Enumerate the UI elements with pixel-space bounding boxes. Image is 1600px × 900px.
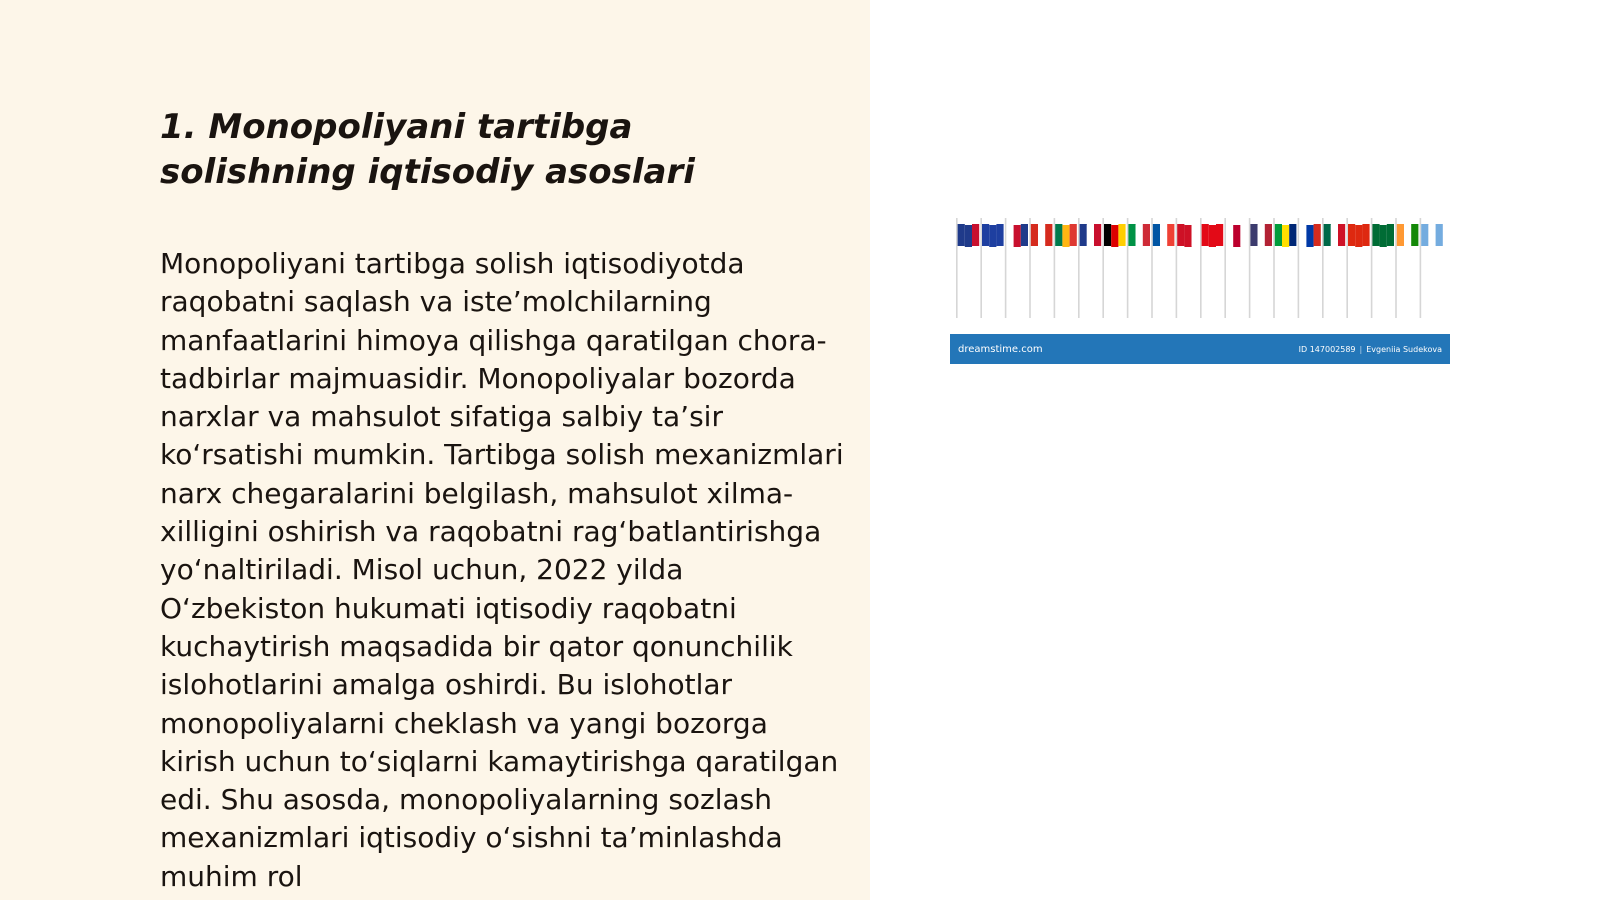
flag-band (1167, 224, 1174, 246)
flag-band (1021, 224, 1028, 246)
flag-band (1087, 225, 1094, 247)
flag-band (1143, 224, 1150, 246)
flag-band (1299, 224, 1306, 246)
flag-band (1014, 225, 1021, 247)
flag-band (1362, 224, 1369, 246)
image-credit (1299, 345, 1442, 354)
flag-band (1282, 225, 1289, 247)
flag-band (1070, 224, 1077, 246)
argentina-flag (1420, 218, 1443, 318)
australia-flag (956, 218, 979, 318)
uk-flag (1078, 218, 1101, 318)
flag-pole (1346, 218, 1348, 318)
flag-band (1306, 225, 1313, 247)
flag-band (1348, 224, 1355, 246)
brazil-flag (1273, 218, 1296, 318)
flag-band (1177, 224, 1184, 246)
usa-flag (1249, 218, 1272, 318)
flag-pole (1176, 218, 1178, 318)
south-africa-flag (1054, 218, 1077, 318)
flag-band (1428, 225, 1435, 247)
flag-pole (1102, 218, 1104, 318)
flag-band (1404, 225, 1411, 247)
flag-band (965, 225, 972, 247)
saudi-arabia-flag (1371, 218, 1394, 318)
flag-pole (1151, 218, 1153, 318)
indonesia-flag (1176, 218, 1199, 318)
flags-image (950, 212, 1450, 364)
flag-band (1380, 225, 1387, 247)
flag-pole (1029, 218, 1031, 318)
flag-band (1184, 225, 1191, 247)
mexico-flag (1322, 218, 1345, 318)
russia-flag (1298, 218, 1321, 318)
flag-band (1006, 224, 1013, 246)
flag-pole (1224, 218, 1226, 318)
flag-pole (1054, 218, 1056, 318)
flag-band (1372, 224, 1379, 246)
flag-pole (1249, 218, 1251, 318)
flag-band (996, 224, 1003, 246)
flag-pole (980, 218, 982, 318)
flag-pole (1322, 218, 1324, 318)
flag-band (1045, 224, 1052, 246)
flag-band (1153, 224, 1160, 246)
flag-band (1128, 224, 1135, 246)
flag-band (1094, 224, 1101, 246)
flag-pole (1200, 218, 1202, 318)
flag-pole (1127, 218, 1129, 318)
flag-band (1331, 225, 1338, 247)
turkey-flag (1200, 218, 1223, 318)
flag-band (1436, 224, 1443, 246)
flag-band (1062, 225, 1069, 247)
stock-site-name: dreamstime.com (958, 343, 1043, 355)
flag-band (1411, 224, 1418, 246)
italy-flag (1127, 218, 1150, 318)
flag-band (1209, 225, 1216, 247)
germany-flag (1102, 218, 1125, 318)
flag-band (1397, 224, 1404, 246)
flag-band (958, 224, 965, 246)
flag-pole (1395, 218, 1397, 318)
flag-band (1104, 224, 1111, 246)
flag-band (1275, 224, 1282, 246)
flag-band (1258, 225, 1265, 247)
image-id: ID 147002589 (1298, 344, 1356, 354)
japan-flag (1224, 218, 1247, 318)
flag-band (1250, 224, 1257, 246)
slide-heading: 1. Monopoliyani tartibga solishning iqtisodiy asoslari (160, 107, 695, 192)
flag-pole (1005, 218, 1007, 318)
flag-pole (1078, 218, 1080, 318)
flag-band (1118, 224, 1125, 246)
flag-band (1226, 224, 1233, 246)
flag-band (1031, 224, 1038, 246)
india-flag (1395, 218, 1418, 318)
flag-pole (1273, 218, 1275, 318)
flag-band (1240, 224, 1247, 246)
flag-band (1111, 225, 1118, 247)
flag-band (1314, 224, 1321, 246)
flag-pole (1298, 218, 1300, 318)
flag-pole (1371, 218, 1373, 318)
flag-band (1216, 224, 1223, 246)
image-author: Evgeniia Sudekova (1366, 344, 1442, 354)
france-flag (1151, 218, 1174, 318)
credit-separator: | (1359, 344, 1363, 354)
canada-flag (1029, 218, 1052, 318)
flag-pole (1420, 218, 1422, 318)
flag-band (1080, 224, 1087, 246)
flag-band (1202, 224, 1209, 246)
flag-band (1136, 225, 1143, 247)
image-caption-bar (950, 334, 1450, 364)
image-panel (870, 0, 1600, 900)
flag-band (1289, 224, 1296, 246)
flag-band (1192, 224, 1199, 246)
eu-flag (980, 218, 1003, 318)
flag-band (1055, 224, 1062, 246)
flag-band (1038, 225, 1045, 247)
flag-pole (956, 218, 958, 318)
flag-band (1338, 224, 1345, 246)
flag-band (982, 224, 989, 246)
flag-band (989, 225, 996, 247)
flag-band (1233, 225, 1240, 247)
flag-band (1324, 224, 1331, 246)
flag-strip (950, 212, 1450, 334)
flag-band (1387, 224, 1394, 246)
korea-flag (1005, 218, 1028, 318)
china-flag (1346, 218, 1369, 318)
flag-band (1265, 224, 1272, 246)
flag-band (1160, 225, 1167, 247)
flag-band (1355, 225, 1362, 247)
slide-body-text: Monopoliyani tartibga solish iqtisodiyotda raqobatni saqlash va iste’molchilarning manfaatlarini himoya qilishga qaratilgan chora-tadbirlar majmuasidir. Monopoliyalar bozorda narxlar va mahsulot sifatiga salbiy ta’sir ko‘rsatishi mumkin. Tartibga solish mexanizmlari narx chegaralarini belgilash, mahsulot xilma-xilligini oshirish va raqobatni rag‘batlantirishga yo‘naltiriladi. Misol uchun, 2022 yilda O‘zbekiston hukumati iqtisodiy raqobatni kuchaytirish maqsadida bir qator qonunchilik islohotlarini amalga oshirdi. Bu islohotlar monopoliyalarni cheklash va yangi bozorga kirish uchun to‘siqlarni kamaytirishga qaratilgan edi. Shu asosda, monopoliyalarning sozlash mexanizmlari iqtisodiy o‘sishni ta’minlashda muhim rol (160, 247, 844, 893)
flag-band (1421, 224, 1428, 246)
flag-band (972, 224, 979, 246)
